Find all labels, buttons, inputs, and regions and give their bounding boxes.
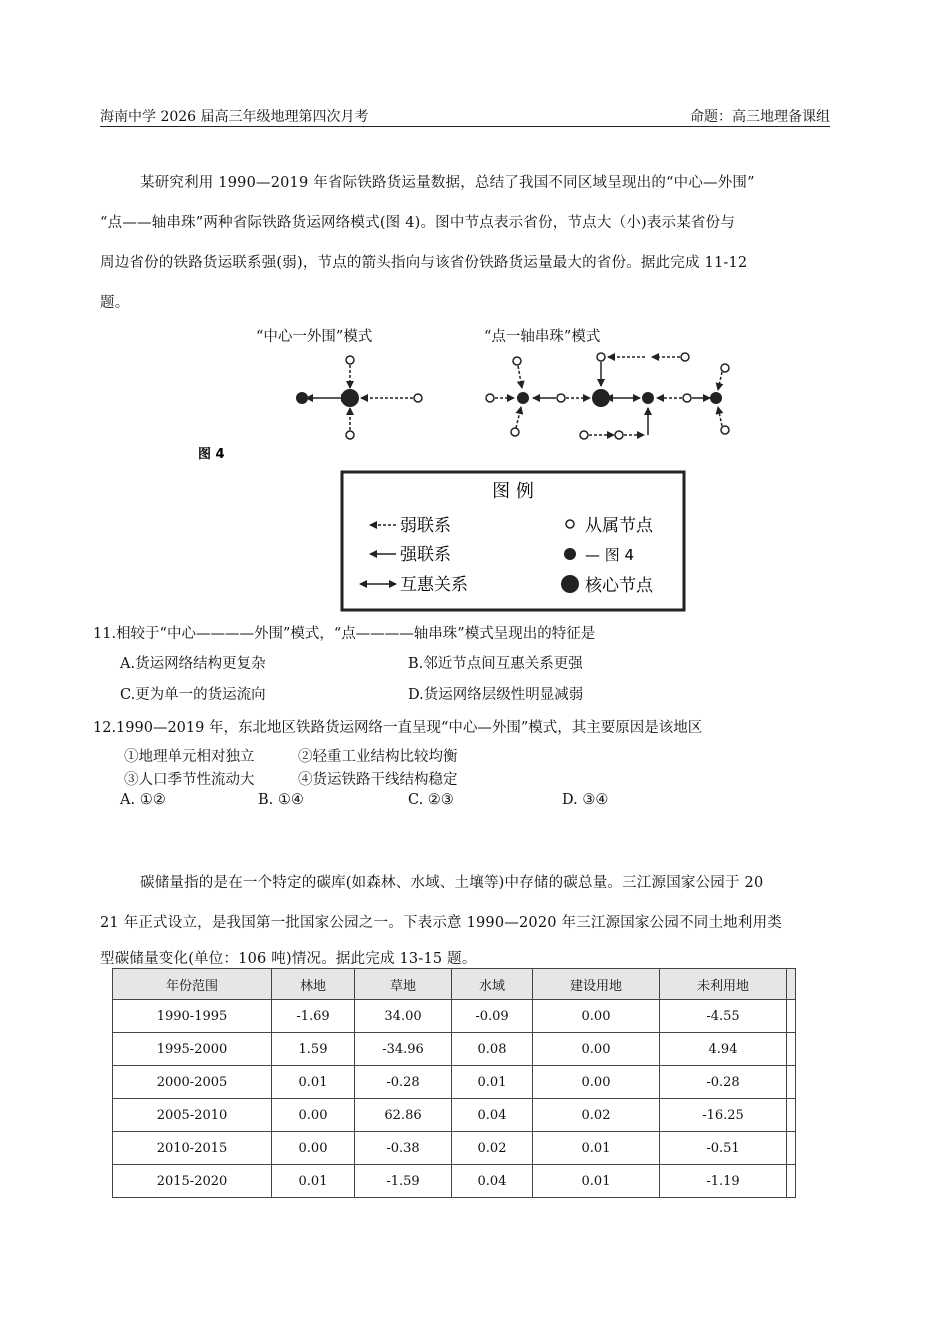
cell: 2010-2015	[113, 1132, 272, 1165]
legend-weak: 弱联系	[400, 516, 451, 536]
cell: 0.02	[533, 1099, 660, 1132]
q12-item-2: ②轻重工业结构比较均衡	[298, 749, 458, 765]
q12-option-c: C. ②③	[408, 792, 454, 808]
cell: -0.09	[452, 1000, 533, 1033]
cell: 0.01	[272, 1066, 355, 1099]
col-forest: 林地	[272, 969, 355, 1000]
q11-option-d: D.货运网络层级性明显减弱	[408, 687, 584, 703]
legend-sub-node: 从属节点	[585, 516, 653, 536]
cell: -1.19	[660, 1165, 787, 1198]
cell: 2005-2010	[113, 1099, 272, 1132]
cell: 34.00	[355, 1000, 452, 1033]
cell: 0.00	[272, 1099, 355, 1132]
col-water: 水域	[452, 969, 533, 1000]
legend	[342, 472, 684, 610]
cell: 0.01	[533, 1165, 660, 1198]
intro2-line-3: 型碳储量变化(单位：106 吨)情况。据此完成 13-15 题。	[100, 951, 477, 967]
header-right: 命题：高三地理备课组	[690, 109, 830, 125]
q11-option-a: A.货运网络结构更复杂	[120, 656, 266, 672]
cell: 62.86	[355, 1099, 452, 1132]
q12-item-4: ④货运铁路干线结构稳定	[298, 772, 458, 788]
table-edge	[787, 969, 796, 1000]
table-edge	[787, 1066, 796, 1099]
q11-stem: 11.相较于“中心————外围”模式，“点————轴串珠”模式呈现出的特征是	[93, 626, 596, 642]
table-edge	[787, 1000, 796, 1033]
cell: 0.01	[272, 1165, 355, 1198]
q11-option-c: C.更为单一的货运流向	[120, 687, 266, 703]
table-edge	[787, 1132, 796, 1165]
figure-label: 图 4	[198, 447, 225, 462]
table-header-row	[113, 969, 796, 1000]
cell: 0.00	[533, 1000, 660, 1033]
col-grass: 草地	[355, 969, 452, 1000]
table-row	[113, 1000, 796, 1033]
cell: -4.55	[660, 1000, 787, 1033]
cell: -1.69	[272, 1000, 355, 1033]
legend-title: 图 例	[492, 481, 534, 502]
intro2-line-1: 碳储量指的是在一个特定的碳库(如森林、水域、土壤等)中存储的碳总量。三江源国家公园于 20	[140, 875, 764, 891]
mode1-title: “中心一外围”模式	[256, 329, 373, 345]
table-edge	[787, 1099, 796, 1132]
q12-item-3: ③人口季节性流动大	[124, 772, 255, 788]
cell: 2000-2005	[113, 1066, 272, 1099]
intro1-line-1: 某研究利用 1990—2019 年省际铁路货运量数据，总结了我国不同区域呈现出的“中心—外围”	[140, 175, 755, 191]
table-edge	[787, 1033, 796, 1066]
legend-mutual: 互惠关系	[400, 575, 468, 595]
cell: -0.51	[660, 1132, 787, 1165]
intro1-line-4: 题。	[100, 295, 130, 311]
q12-stem: 12.1990—2019 年，东北地区铁路货运网络一直呈现“中心—外围”模式，其主要原因是该地区	[93, 720, 703, 736]
cell: -0.28	[660, 1066, 787, 1099]
cell: 0.08	[452, 1033, 533, 1066]
q12-option-b: B. ①④	[258, 792, 304, 808]
cell: -1.59	[355, 1165, 452, 1198]
table-edge	[787, 1165, 796, 1198]
q12-item-1: ①地理单元相对独立	[124, 749, 255, 765]
mode2-title: “点一轴串珠”模式	[484, 329, 601, 345]
q12-option-a: A. ①②	[120, 792, 166, 808]
cell: 1.59	[272, 1033, 355, 1066]
table-row	[113, 1099, 796, 1132]
q11-option-b: B.邻近节点间互惠关系更强	[408, 656, 583, 672]
intro2-line-2: 21 年正式设立，是我国第一批国家公园之一。下表示意 1990—2020 年三江源国家公园不同土地利用类	[100, 915, 782, 931]
legend-core-node: 核心节点	[585, 576, 653, 596]
col-built: 建设用地	[533, 969, 660, 1000]
cell: 0.04	[452, 1165, 533, 1198]
legend-strong: 强联系	[400, 545, 451, 565]
table-row	[113, 1033, 796, 1066]
cell: 1995-2000	[113, 1033, 272, 1066]
cell: -16.25	[660, 1099, 787, 1132]
figure-4-diagram	[0, 0, 950, 620]
legend-mid-node: — 图 4	[585, 546, 635, 564]
intro1-line-2: “点——轴串珠”两种省际铁路货运网络模式(图 4)。图中节点表示省份，节点大（小)表示某省份与	[100, 215, 736, 231]
cell: 0.00	[272, 1132, 355, 1165]
intro1-line-3: 周边省份的铁路货运联系强(弱)，节点的箭头指向与该省份铁路货运量最大的省份。据此完成 11-12	[100, 255, 748, 271]
col-unused: 未利用地	[660, 969, 787, 1000]
cell: -0.28	[355, 1066, 452, 1099]
cell: 0.02	[452, 1132, 533, 1165]
cell: 0.00	[533, 1066, 660, 1099]
point-axis-diagram	[486, 353, 729, 439]
cell: 0.01	[533, 1132, 660, 1165]
center-periphery-diagram	[296, 356, 422, 439]
q12-option-d: D. ③④	[562, 792, 609, 808]
carbon-storage-table	[112, 968, 796, 1198]
cell: 0.04	[452, 1099, 533, 1132]
cell: 2015-2020	[113, 1165, 272, 1198]
table-row	[113, 1132, 796, 1165]
cell: -0.38	[355, 1132, 452, 1165]
table-row	[113, 1165, 796, 1198]
cell: 0.01	[452, 1066, 533, 1099]
header-left: 海南中学 2026 届高三年级地理第四次月考	[100, 109, 369, 125]
cell: -34.96	[355, 1033, 452, 1066]
table-row	[113, 1066, 796, 1099]
col-year: 年份范围	[113, 969, 272, 1000]
cell: 0.00	[533, 1033, 660, 1066]
cell: 1990-1995	[113, 1000, 272, 1033]
cell: 4.94	[660, 1033, 787, 1066]
